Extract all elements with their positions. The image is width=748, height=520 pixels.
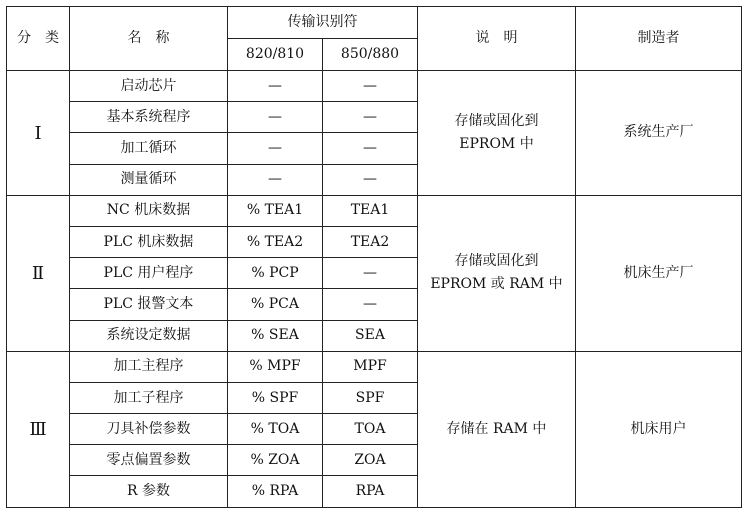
- name-cell: R 参数: [70, 476, 228, 507]
- name-cell: 系统设定数据: [70, 320, 228, 351]
- id-850-cell: —: [323, 164, 418, 195]
- header-850-880: 850/880: [323, 39, 418, 71]
- description-line: 存储或固化到: [454, 253, 539, 270]
- name-cell: PLC 机床数据: [70, 226, 228, 257]
- id-850-cell: SPF: [323, 382, 418, 413]
- id-820-cell: % SPF: [228, 382, 323, 413]
- description-cell: [418, 351, 576, 507]
- name-cell: PLC 报警文本: [70, 289, 228, 320]
- header-description: 说 明: [418, 7, 576, 71]
- maker-cell: 机床用户: [576, 351, 742, 507]
- name-cell: PLC 用户程序: [70, 258, 228, 289]
- id-850-cell: —: [323, 258, 418, 289]
- id-820-cell: % TEA1: [228, 195, 323, 226]
- name-cell: 加工循环: [70, 133, 228, 164]
- id-820-cell: % ZOA: [228, 445, 323, 476]
- id-850-cell: TEA2: [323, 226, 418, 257]
- table-row: [7, 195, 742, 226]
- name-cell: 刀具补偿参数: [70, 414, 228, 445]
- description-line: EPROM 中: [459, 135, 534, 152]
- id-820-cell: % TEA2: [228, 226, 323, 257]
- id-850-cell: —: [323, 133, 418, 164]
- id-820-cell: % RPA: [228, 476, 323, 507]
- id-820-cell: % PCP: [228, 258, 323, 289]
- header-maker: 制造者: [576, 7, 742, 71]
- maker-cell: 机床生产厂: [576, 195, 742, 351]
- id-820-cell: —: [228, 164, 323, 195]
- id-850-cell: MPF: [323, 351, 418, 382]
- id-850-cell: —: [323, 102, 418, 133]
- table-row: [7, 71, 742, 102]
- name-cell: 加工主程序: [70, 351, 228, 382]
- id-820-cell: % PCA: [228, 289, 323, 320]
- header-transfer-id: 传输识别符: [228, 7, 418, 39]
- data-table: [6, 6, 742, 508]
- header-category: 分 类: [7, 7, 70, 71]
- id-850-cell: TOA: [323, 414, 418, 445]
- id-820-cell: —: [228, 71, 323, 102]
- name-cell: 零点偏置参数: [70, 445, 228, 476]
- id-820-cell: % MPF: [228, 351, 323, 382]
- category-cell: Ⅰ: [7, 71, 70, 196]
- table-row: [7, 351, 742, 382]
- name-cell: 基本系统程序: [70, 102, 228, 133]
- id-850-cell: —: [323, 289, 418, 320]
- name-cell: 加工子程序: [70, 382, 228, 413]
- category-cell: Ⅱ: [7, 195, 70, 351]
- description-cell: [418, 71, 576, 196]
- name-cell: 启动芯片: [70, 71, 228, 102]
- name-cell: 测量循环: [70, 164, 228, 195]
- id-850-cell: TEA1: [323, 195, 418, 226]
- id-850-cell: RPA: [323, 476, 418, 507]
- header-name: 名 称: [70, 7, 228, 71]
- id-850-cell: SEA: [323, 320, 418, 351]
- description-cell: [418, 195, 576, 351]
- maker-cell: 系统生产厂: [576, 71, 742, 196]
- header-820-810: 820/810: [228, 39, 323, 71]
- description-line: 存储或固化到: [454, 112, 539, 129]
- id-850-cell: ZOA: [323, 445, 418, 476]
- id-820-cell: —: [228, 133, 323, 164]
- id-850-cell: —: [323, 71, 418, 102]
- category-cell: Ⅲ: [7, 351, 70, 507]
- id-820-cell: % SEA: [228, 320, 323, 351]
- description-line: 存储在 RAM 中: [446, 420, 547, 437]
- id-820-cell: % TOA: [228, 414, 323, 445]
- description-line: EPROM 或 RAM 中: [430, 276, 563, 293]
- id-820-cell: —: [228, 102, 323, 133]
- name-cell: NC 机床数据: [70, 195, 228, 226]
